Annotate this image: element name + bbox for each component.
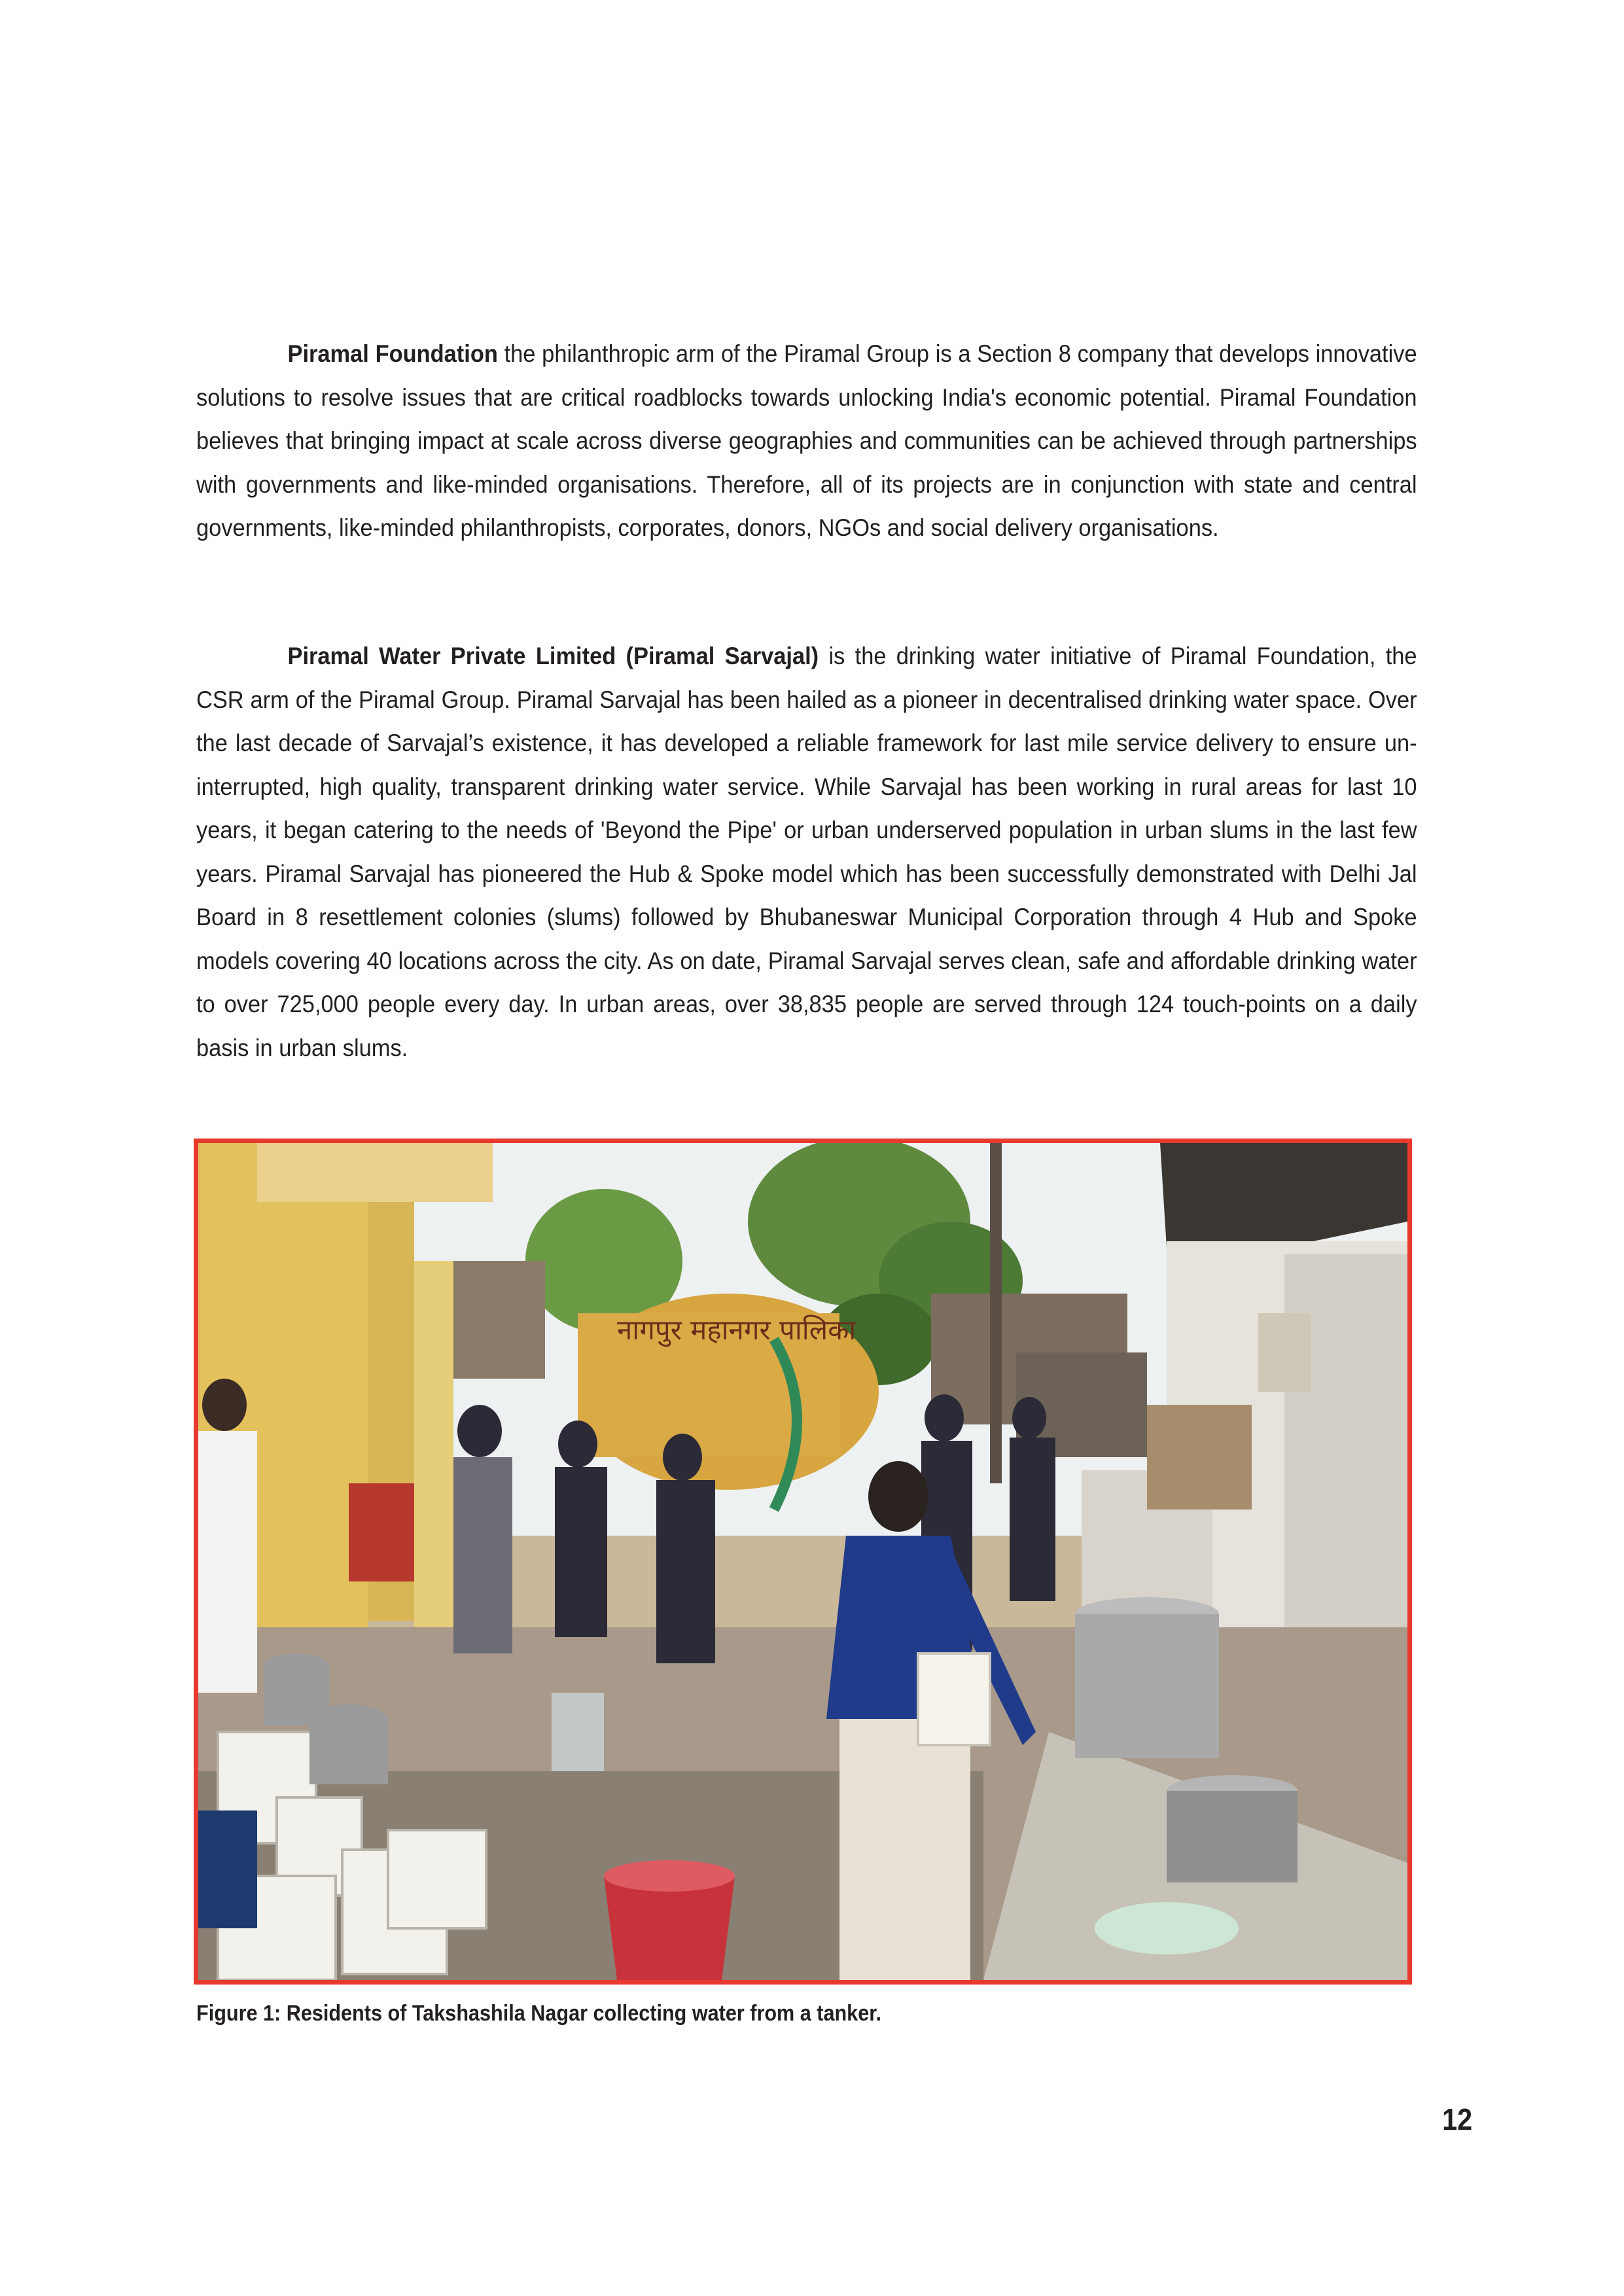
photo-illustration — [198, 1143, 1407, 1980]
paragraph-piramal-sarvajal — [196, 635, 1417, 1070]
paragraph-body: is the drinking water initiative of Piramal Foundation, the CSR arm of the Piramal Group. Piramal Sarvajal has been hailed as a pioneer in decentralised drinking water space. Over the last decade of Sarvajal’s existence, it has developed a reliable framework for last mile service delivery to ensure un-interrupted, high quality, transparent drinking water service. While Sarvajal has been working in rural areas for last 10 years, it began catering to the needs of 'Beyond the Pipe' or urban underserved population in urban slums in the last few years. Piramal Sarvajal has pioneered the Hub & Spoke model which has been successfully demonstrated with Delhi Jal Board in 8 resettlement colonies (slums) followed by Bhubaneswar Municipal Corporation through 4 Hub and Spoke models covering 40 locations across the city. As on date, Piramal Sarvajal serves clean, safe and affordable drinking water to over 725,000 people every day. In urban areas, over 38,835 people are served through 124 touch-points on a daily basis in urban slums. — [196, 643, 1417, 1061]
paragraph-piramal-foundation — [196, 332, 1417, 550]
figure-photo — [194, 1139, 1412, 1985]
paragraph-lead: Piramal Water Private Limited (Piramal Sarvajal) — [287, 643, 819, 669]
figure-caption: Figure 1: Residents of Takshashila Nagar collecting water from a tanker. — [196, 2001, 881, 2026]
paragraph-body: the philanthropic arm of the Piramal Group is a Section 8 company that develops innovative solutions to resolve issues that are critical roadblocks towards unlocking India's economic potential. Piramal Foundation believes that bringing impact at scale across diverse geographies and communities can be achieved through partnerships with governments and like-minded organisations. Therefore, all of its projects are in conjunction with state and central governments, like-minded philanthropists, corporates, donors, NGOs and social delivery organisations. — [196, 340, 1417, 541]
paragraph-lead: Piramal Foundation — [287, 340, 498, 367]
tanker-label: नागपुर महानगर पालिका — [617, 1314, 856, 1346]
page-number: 12 — [1441, 2102, 1472, 2136]
